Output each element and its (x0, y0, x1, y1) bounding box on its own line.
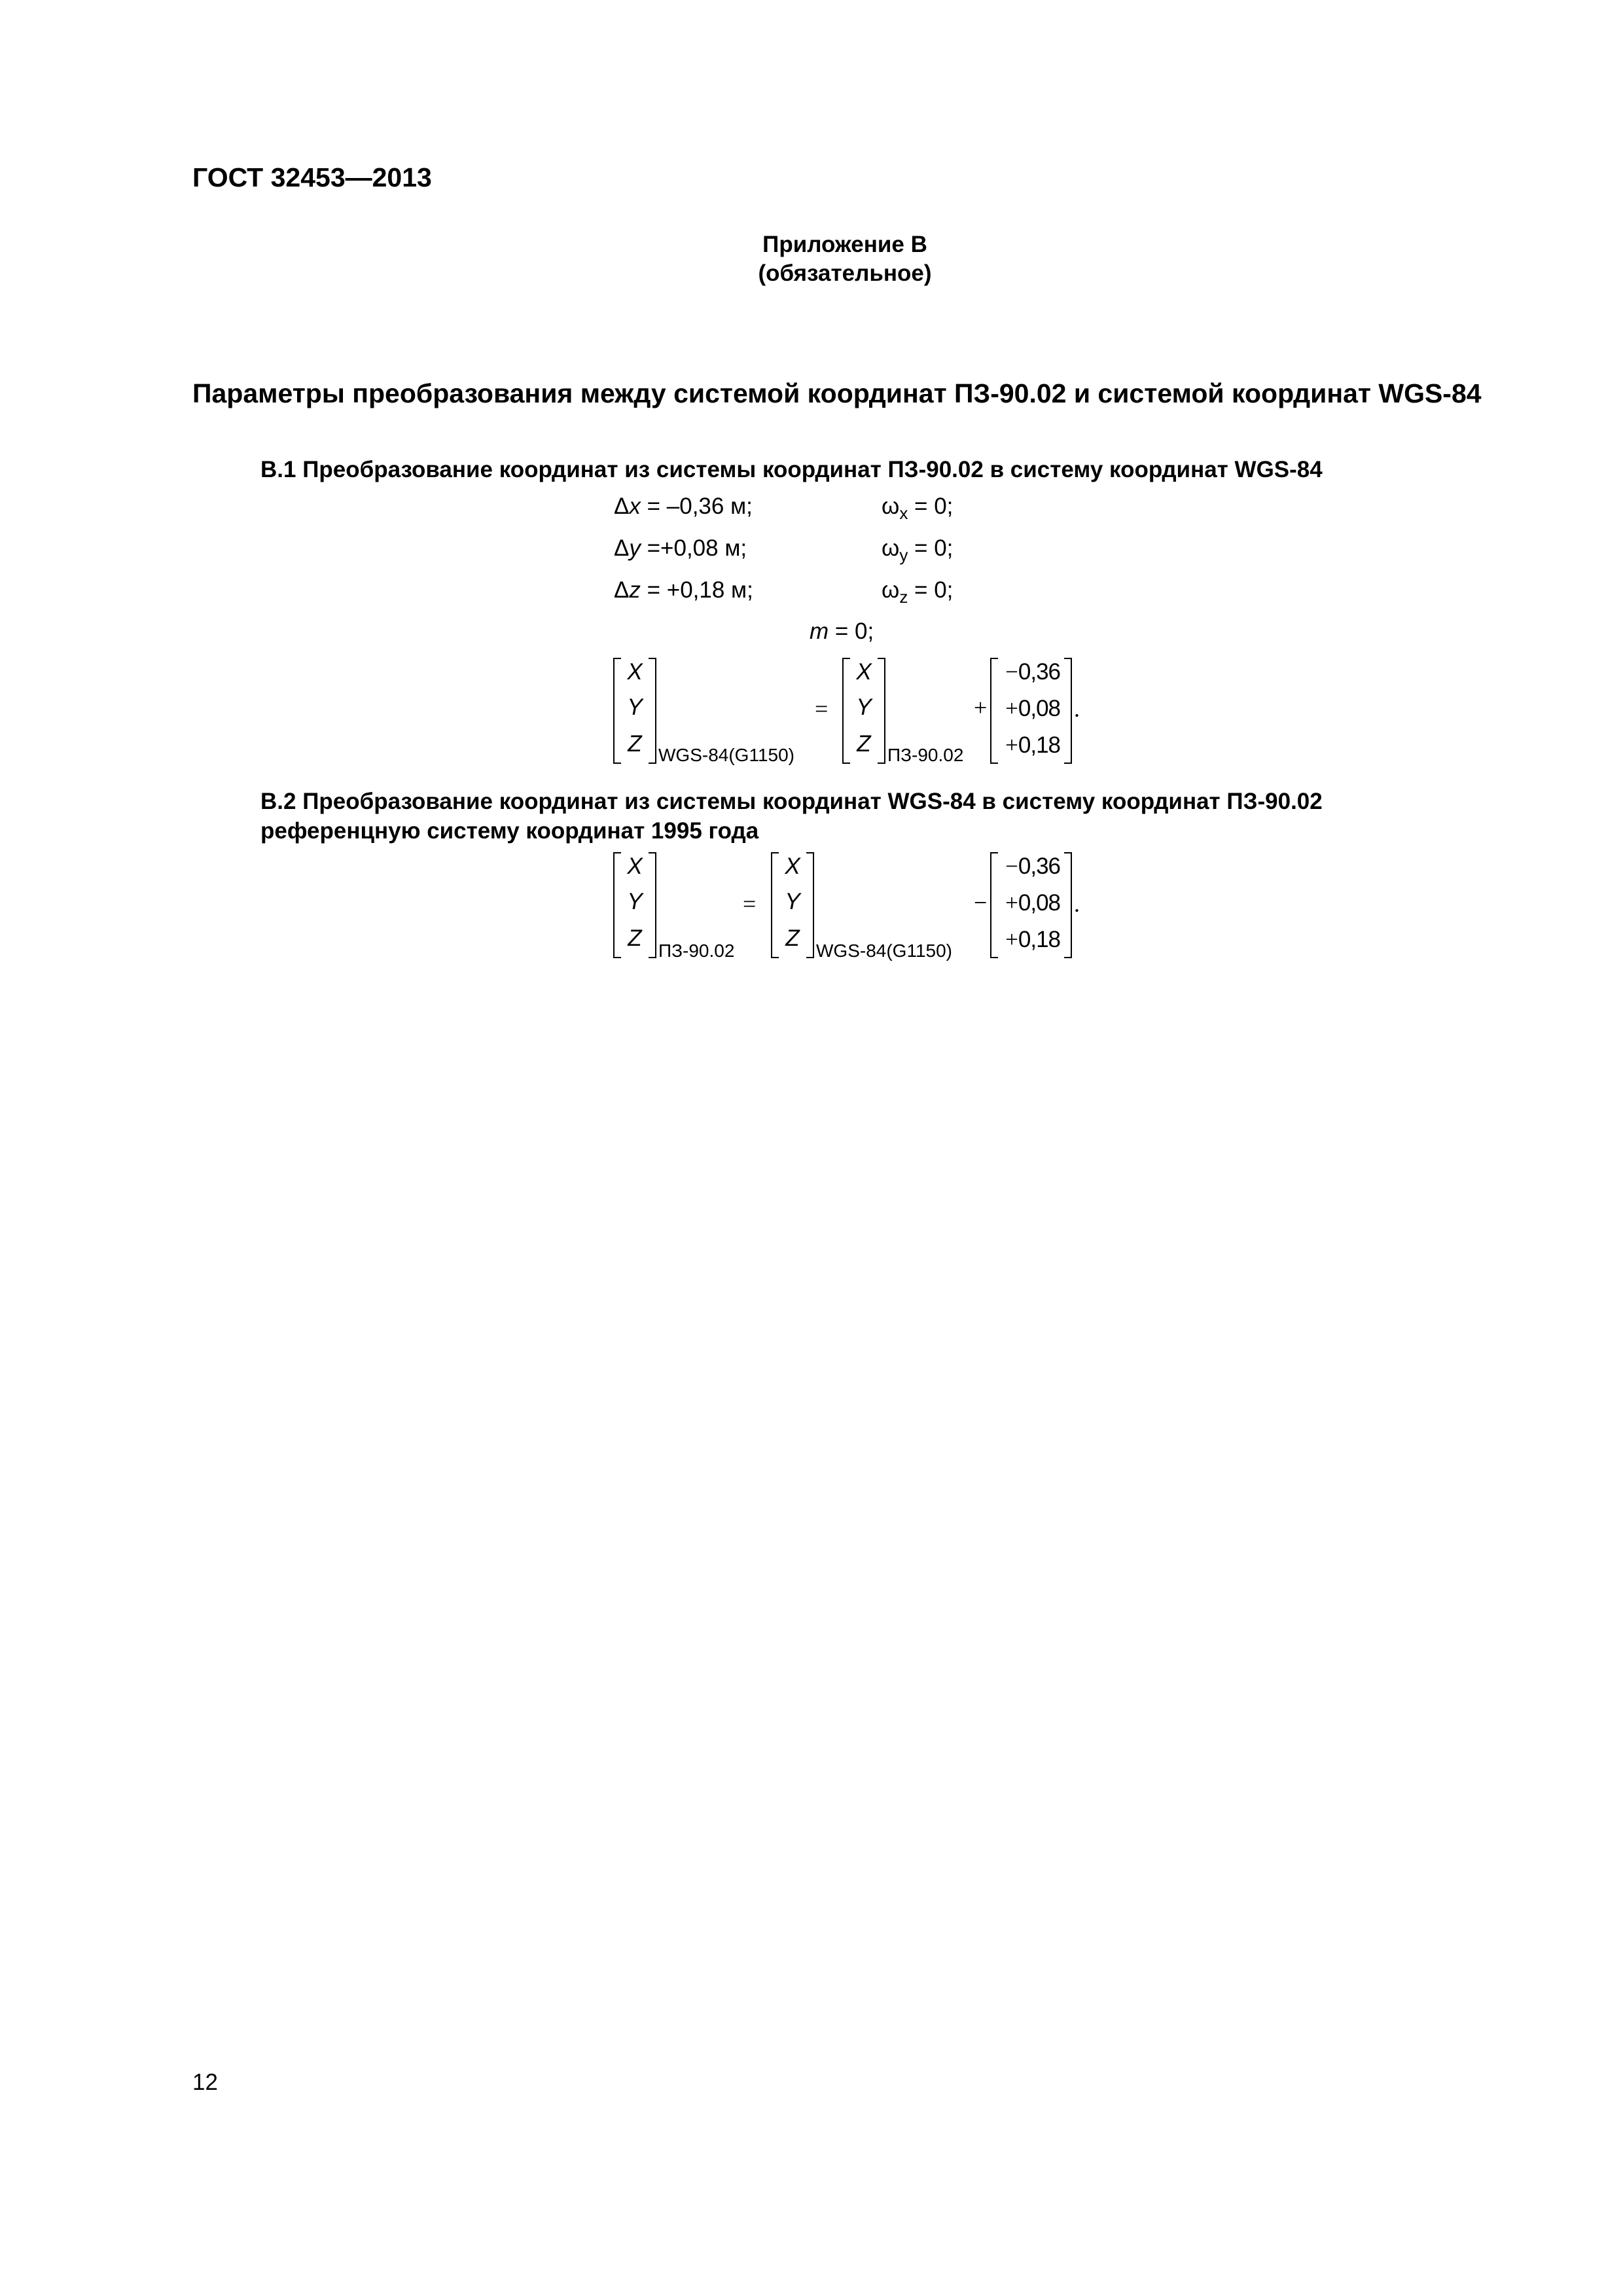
matrix-rhs: X Y Z (771, 852, 814, 958)
appendix-title: Приложение В (762, 232, 927, 257)
document-code: ГОСТ 32453—2013 (192, 162, 432, 192)
param-dx: Δx = –0,36 м; (614, 493, 753, 519)
matrix-shift: −0,36 +0,08 +0,18 (990, 852, 1072, 958)
plus-sign: + (974, 694, 988, 721)
section-b1-title: В.1 Преобразование координат из системы координат ПЗ-90.02 в систему координат WGS-84 (260, 457, 1323, 482)
param-wz: $\omega_z = 0$; (882, 577, 954, 607)
matrix-lhs: X Y Z (613, 852, 656, 958)
appendix-status: (обязательное) (758, 260, 932, 286)
matrix-rhs: X Y Z (842, 658, 885, 764)
formula-period: . (1074, 696, 1080, 722)
param-wx: $\omega_x = 0$; (882, 493, 954, 523)
lhs-subscript: WGS-84(G1150) (658, 745, 794, 765)
param-wy: $\omega_y = 0$; (882, 535, 954, 565)
param-dy: Δy =+0,08 м; (614, 535, 747, 561)
param-dz: Δz = +0,18 м; (614, 577, 753, 603)
minus-sign: − (974, 889, 988, 916)
lhs-subscript: ПЗ-90.02 (658, 941, 735, 961)
equals-sign: = (815, 696, 829, 722)
section-b2-title: В.2 Преобразование координат из системы координат WGS-84 в систему координат ПЗ-90.02 (260, 789, 1323, 814)
param-m: m = 0; (810, 619, 874, 644)
equals-sign: = (743, 891, 757, 917)
rhs-subscript: ПЗ-90.02 (887, 745, 964, 765)
rhs-subscript: WGS-84(G1150) (816, 941, 952, 961)
formula-period: . (1074, 891, 1080, 917)
matrix-shift: −0,36 +0,08 +0,18 (990, 658, 1072, 764)
matrix-lhs: X Y Z (613, 658, 656, 764)
section-b2-title-cont: референцную систему координат 1995 года (260, 818, 759, 844)
main-title: Параметры преобразования между системой координат ПЗ-90.02 и системой координат WGS-84 (192, 378, 1482, 408)
page-number: 12 (192, 2070, 218, 2095)
